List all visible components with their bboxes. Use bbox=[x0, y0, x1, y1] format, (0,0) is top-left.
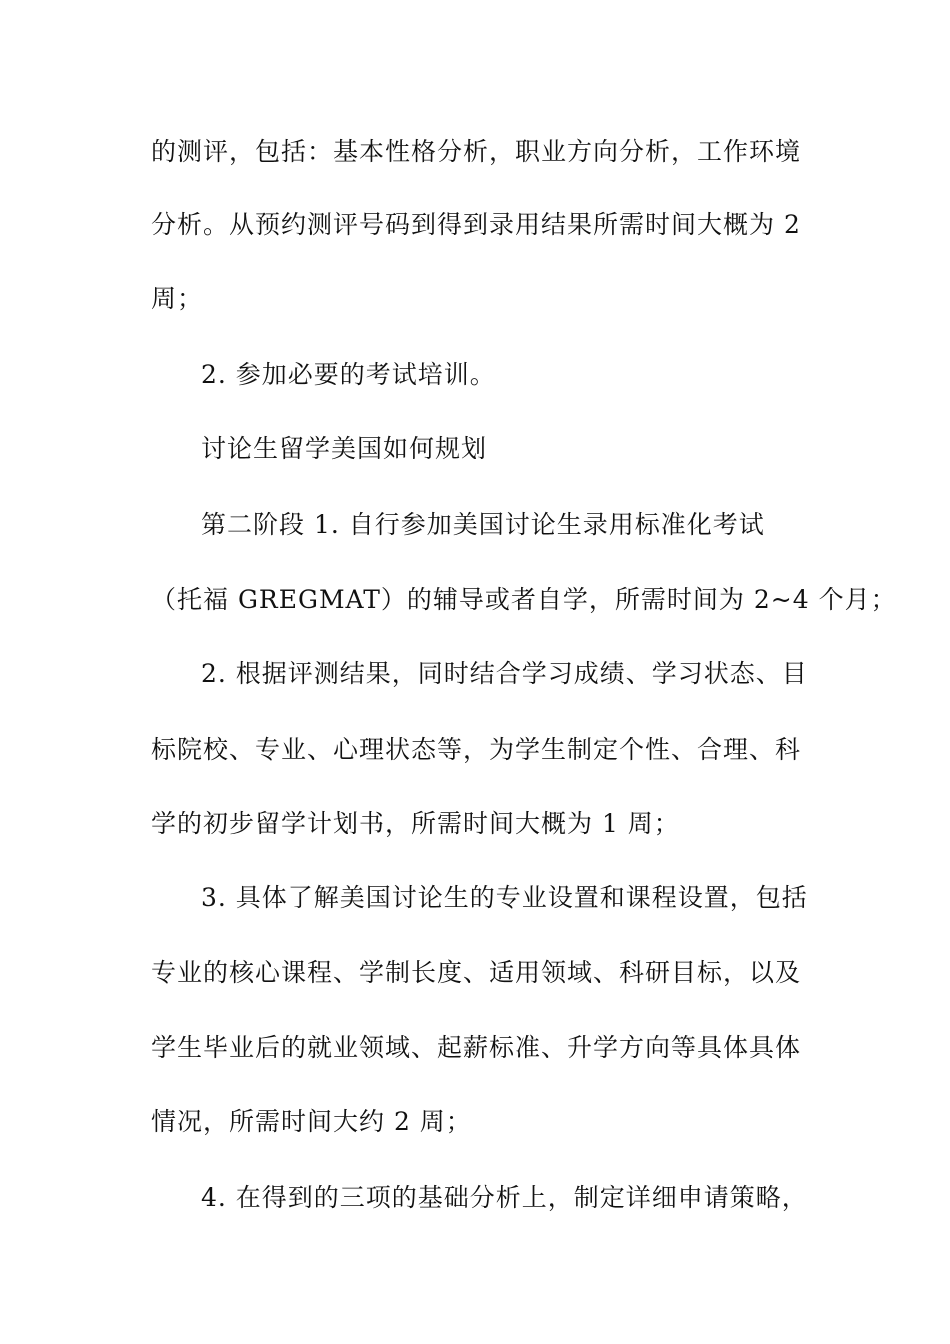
text-line: 标院校、专业、心理状态等，为学生制定个性、合理、科 bbox=[151, 735, 802, 764]
text-line: 情况，所需时间大约 2 周； bbox=[151, 1107, 472, 1136]
text-line: （托福 GREGMAT）的辅导或者自学，所需时间为 2~4 个月； bbox=[151, 585, 897, 614]
text-line: 周； bbox=[151, 284, 204, 313]
list-item-text: 2. 根据评测结果，同时结合学习成绩、学习状态、目 bbox=[201, 659, 808, 688]
stage-heading: 第二阶段 1. 自行参加美国讨论生录用标准化考试 bbox=[201, 510, 765, 539]
text-line: 专业的核心课程、学制长度、适用领域、科研目标，以及 bbox=[151, 958, 802, 987]
list-item-text: 3. 具体了解美国讨论生的专业设置和课程设置，包括 bbox=[201, 883, 808, 912]
text-line: 学的初步留学计划书，所需时间大概为 1 周； bbox=[151, 809, 680, 838]
section-heading: 讨论生留学美国如何规划 bbox=[201, 434, 488, 463]
list-item-text: 2. 参加必要的考试培训。 bbox=[201, 360, 496, 389]
list-item-text: 4. 在得到的三项的基础分析上，制定详细申请策略， bbox=[201, 1183, 808, 1212]
text-line: 的测评，包括：基本性格分析，职业方向分析，工作环境 bbox=[151, 137, 802, 166]
text-line: 学生毕业后的就业领域、起薪标准、升学方向等具体具体 bbox=[151, 1033, 802, 1062]
text-line: 分析。从预约测评号码到得到录用结果所需时间大概为 2 bbox=[151, 210, 801, 239]
